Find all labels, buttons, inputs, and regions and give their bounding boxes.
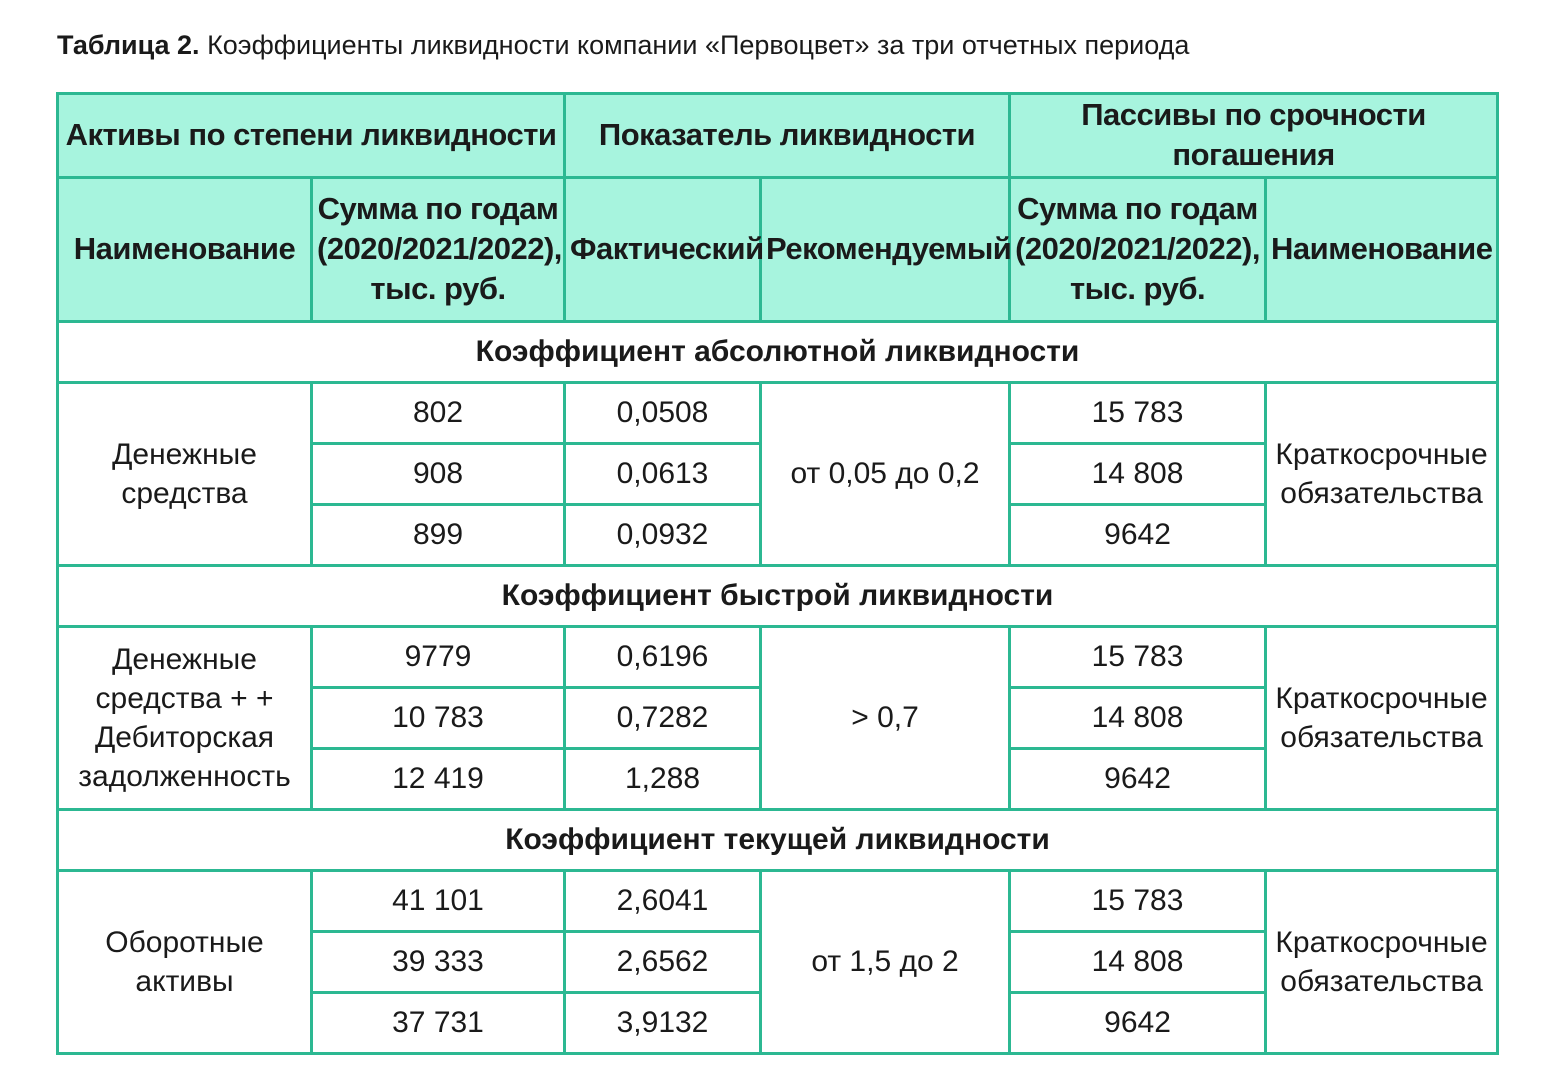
asset-sum-cell: 9779	[312, 626, 565, 687]
actual-value-cell: 0,0613	[565, 443, 761, 504]
header-group-liabilities: Пассивы по срочности погашения	[1010, 94, 1498, 178]
header-col-name-liabilities: Наименование	[1266, 177, 1498, 321]
actual-value-cell: 2,6041	[565, 870, 761, 931]
section-title-row	[58, 321, 1498, 382]
asset-sum-cell: 802	[312, 382, 565, 443]
actual-value-cell: 3,9132	[565, 992, 761, 1053]
header-col-actual: Фактический	[565, 177, 761, 321]
liability-sum-cell: 9642	[1010, 748, 1266, 809]
liability-sum-cell: 15 783	[1010, 382, 1266, 443]
section-title-absolute: Коэффициент абсолютной ликвидности	[58, 321, 1498, 382]
liability-sum-cell: 14 808	[1010, 443, 1266, 504]
liability-name-cell: Краткосрочные обязательства	[1266, 626, 1498, 809]
asset-sum-cell: 908	[312, 443, 565, 504]
section-title-current: Коэффициент текущей ликвидности	[58, 809, 1498, 870]
section-title-quick: Коэффициент быстрой ликвидности	[58, 565, 1498, 626]
recommended-value-cell: от 0,05 до 0,2	[761, 382, 1010, 565]
actual-value-cell: 0,0508	[565, 382, 761, 443]
header-col-sum-assets: Сумма по годам (2020/2021/2022), тыс. руб.	[312, 177, 565, 321]
liability-sum-cell: 9642	[1010, 504, 1266, 565]
liability-sum-cell: 9642	[1010, 992, 1266, 1053]
actual-value-cell: 0,6196	[565, 626, 761, 687]
asset-name-cell: Оборотные активы	[58, 870, 312, 1053]
liability-sum-cell: 15 783	[1010, 870, 1266, 931]
asset-sum-cell: 12 419	[312, 748, 565, 809]
asset-sum-cell: 37 731	[312, 992, 565, 1053]
asset-sum-cell: 41 101	[312, 870, 565, 931]
section-title-row	[58, 565, 1498, 626]
header-row-groups	[58, 94, 1498, 178]
caption-label: Таблица 2.	[57, 30, 200, 60]
table-row	[58, 626, 1498, 687]
caption-text: Коэффициенты ликвидности компании «Первоцвет» за три отчетных периода	[199, 30, 1190, 60]
header-group-indicator: Показатель ликвидности	[565, 94, 1010, 178]
liability-sum-cell: 14 808	[1010, 931, 1266, 992]
actual-value-cell: 0,0932	[565, 504, 761, 565]
table-row	[58, 870, 1498, 931]
table-row	[58, 382, 1498, 443]
actual-value-cell: 1,288	[565, 748, 761, 809]
asset-name-cell: Денежные средства	[58, 382, 312, 565]
liability-name-cell: Краткосрочные обязательства	[1266, 382, 1498, 565]
section-title-row	[58, 809, 1498, 870]
liability-name-cell: Краткосрочные обязательства	[1266, 870, 1498, 1053]
table-caption	[57, 30, 1189, 61]
liability-sum-cell: 15 783	[1010, 626, 1266, 687]
asset-sum-cell: 39 333	[312, 931, 565, 992]
liability-sum-cell: 14 808	[1010, 687, 1266, 748]
actual-value-cell: 0,7282	[565, 687, 761, 748]
asset-sum-cell: 899	[312, 504, 565, 565]
asset-sum-cell: 10 783	[312, 687, 565, 748]
recommended-value-cell: > 0,7	[761, 626, 1010, 809]
recommended-value-cell: от 1,5 до 2	[761, 870, 1010, 1053]
header-row-columns	[58, 177, 1498, 321]
asset-name-cell: Денежные средства + + Дебиторская задолженность	[58, 626, 312, 809]
header-group-assets: Активы по степени ликвидности	[58, 94, 565, 178]
actual-value-cell: 2,6562	[565, 931, 761, 992]
header-col-sum-liabilities: Сумма по годам (2020/2021/2022), тыс. руб.	[1010, 177, 1266, 321]
header-col-recommended: Рекомендуемый	[761, 177, 1010, 321]
header-col-name-assets: Наименование	[58, 177, 312, 321]
liquidity-table	[56, 92, 1499, 1055]
